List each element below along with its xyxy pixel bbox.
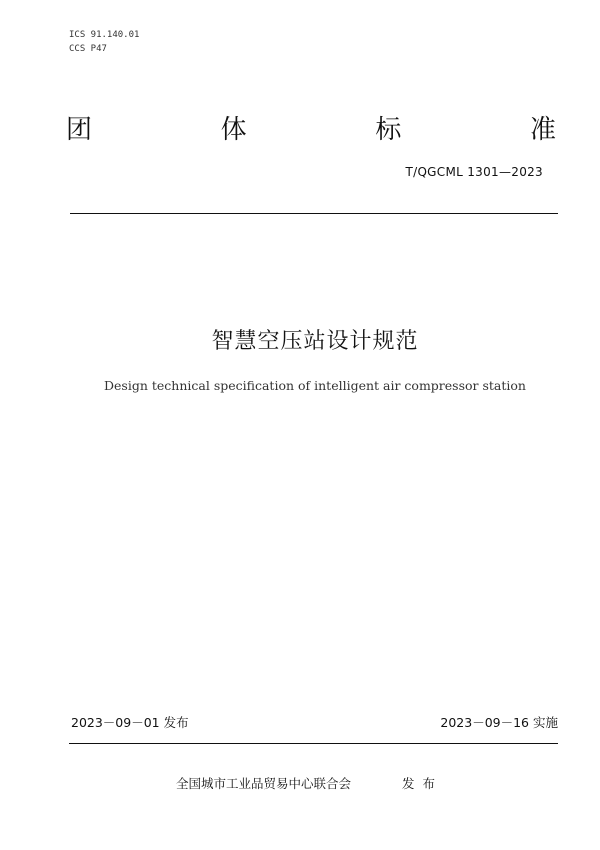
document-title-chinese: 智慧空压站设计规范 [211, 329, 419, 354]
standard-type-char: 团 [66, 115, 93, 145]
standard-type-char: 准 [529, 115, 556, 145]
ics-code: ICS 91.140.01 [69, 30, 140, 40]
classification-codes [69, 28, 139, 56]
standard-type-char: 体 [220, 115, 247, 145]
standard-type-char: 标 [375, 115, 402, 145]
issue-date: 2023－09－01 发布 [71, 715, 189, 730]
publisher-name: 全国城市工业品贸易中心联合会 [176, 776, 352, 791]
publisher-verb: 发布 [402, 776, 444, 791]
implementation-date: 2023－09－16 实施 [440, 715, 558, 730]
top-divider [70, 213, 558, 214]
bottom-divider [69, 743, 558, 744]
ccs-code: CCS P47 [69, 44, 107, 54]
standard-number: T/QGCML 1301—2023 [405, 165, 543, 179]
standard-type-heading [66, 114, 556, 146]
document-title-english: Design technical specification of intelligent air compressor station [104, 378, 526, 393]
